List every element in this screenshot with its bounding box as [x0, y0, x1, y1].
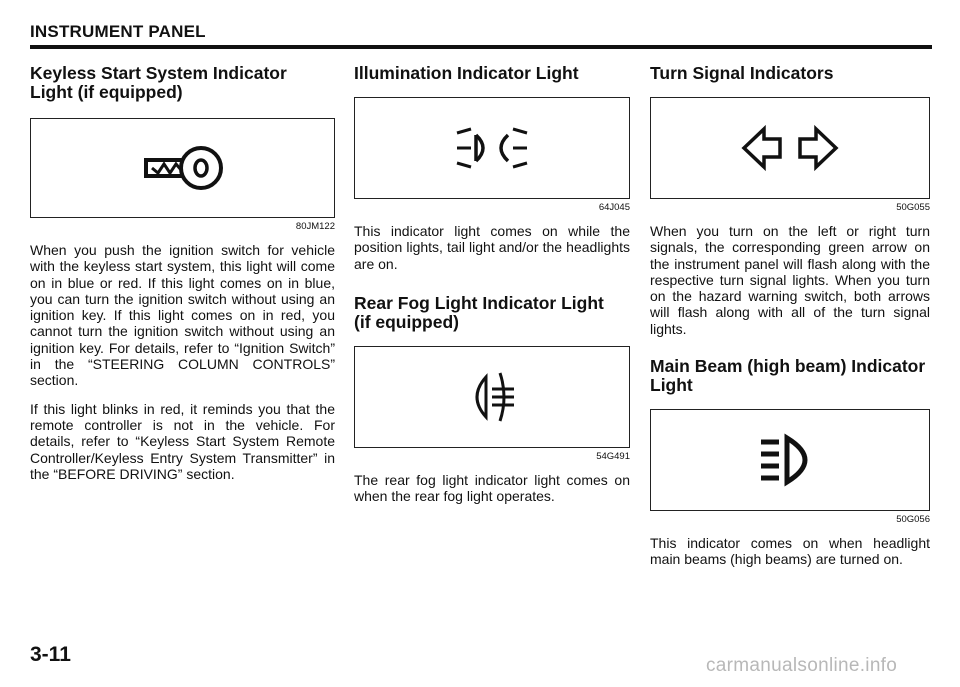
keyless-heading: Keyless Start System Indicator Light (if equipped) — [30, 63, 287, 102]
rear-fog-figure-code: 54G491 — [596, 450, 630, 462]
illumination-paragraph: This indicator light comes on while the position lights, tail light and/or the headlights are on. — [354, 223, 630, 272]
main-beam-paragraph: This indicator comes on when headlight main beams (high beams) are turned on. — [650, 535, 930, 568]
main-beam-figure-code: 50G056 — [896, 514, 930, 526]
turn-signal-figure — [650, 97, 930, 199]
turn-signal-section — [650, 64, 930, 568]
rear-fog-icon — [462, 367, 522, 427]
keyless-paragraph-2: If this light blinks in red, it reminds you that the remote controller is not in the vehicle. For details, refer to “Keyless Start System Remote Controller/Keyless Entry System Transmitter” in the “BEFORE DRIVING” section. — [30, 400, 335, 482]
rear-fog-heading: Rear Fog Light Indicator Light (if equipped) — [354, 292, 604, 332]
illumination-figure — [354, 97, 630, 199]
watermark: carmanualsonline.info — [706, 655, 898, 676]
rear-fog-paragraph: The rear fog light indicator light comes on when the rear fog light operates. — [354, 471, 630, 505]
main-beam-figure — [650, 409, 930, 511]
position-lights-icon — [452, 123, 532, 173]
keyless-section — [30, 64, 335, 482]
key-icon — [138, 140, 228, 196]
illumination-section — [354, 64, 630, 504]
page-header: INSTRUMENT PANEL — [30, 22, 206, 41]
keyless-paragraph-1: When you push the ignition switch for vehicle with the keyless start system, this light will come on in blue or red. If this light comes on in blue, you can turn the ignition switch without using an ignition key. If this light comes on in red, you cannot turn the ignition switch without using an ignition key. For details, refer to “Ignition Switch” in the “STEERING COLUMN CONTROLS” section. — [30, 242, 335, 389]
illumination-heading: Illumination Indicator Light — [354, 63, 579, 83]
rear-fog-figure — [354, 346, 630, 448]
turn-arrows-icon — [740, 123, 840, 173]
keyless-figure — [30, 118, 335, 218]
turn-signal-heading: Turn Signal Indicators — [650, 63, 834, 83]
page-number: 3-11 — [30, 643, 71, 666]
header-rule — [30, 45, 932, 49]
high-beam-icon — [755, 430, 825, 490]
turn-signal-paragraph: When you turn on the left or right turn signals, the corresponding green arrow on the instrument panel will flash along with the respective turn signal lights. When you turn on the hazard warning switch, both arrows will flash along with all of the turn signal lights. — [650, 223, 930, 337]
keyless-figure-code: 80JM122 — [295, 221, 335, 232]
main-beam-heading: Main Beam (high beam) Indicator Light — [650, 356, 926, 396]
illumination-figure-code: 64J045 — [598, 202, 630, 213]
turn-signal-figure-code: 50G055 — [896, 202, 930, 213]
